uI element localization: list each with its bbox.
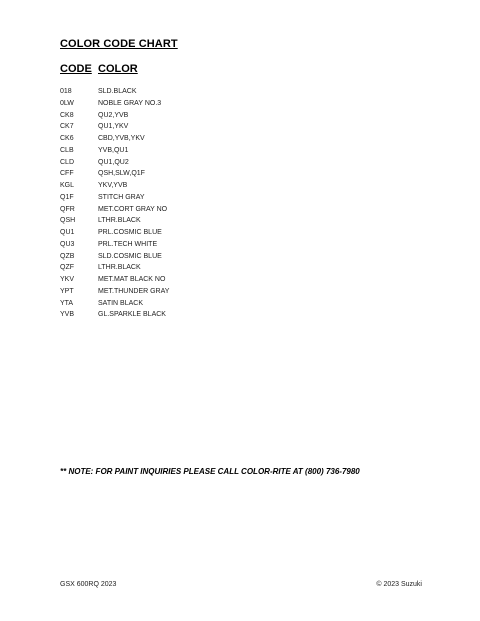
code-cell: YKV (60, 276, 75, 283)
code-cell: CK7 (60, 123, 74, 131)
color-cell: LTHR.BLACK (98, 264, 141, 272)
color-cell: NOBLE GRAY NO.3 (98, 99, 162, 107)
color-cell: MET.CORT GRAY NO (98, 205, 168, 213)
color-cell: SLD.COSMIC BLUE (98, 252, 162, 260)
model-footer: GSX 600RQ 2023 (60, 581, 117, 588)
code-cell: 018 (60, 88, 72, 95)
color-cell: QSH,SLW,Q1F (98, 170, 145, 178)
copyright-footer: © 2023 Suzuki (376, 581, 422, 588)
code-cell: QU3 (60, 240, 75, 248)
code-cell: CFF (60, 170, 74, 178)
code-cell: QZB (60, 252, 75, 260)
code-cell: QSH (60, 217, 76, 225)
color-cell: PRL.TECH WHITE (98, 240, 158, 248)
code-cell: CK6 (60, 135, 74, 142)
color-cell: SATIN BLACK (98, 299, 143, 307)
color-cell: YKV,YVB (98, 182, 128, 189)
code-cell: YPT (60, 287, 74, 295)
color-cell: PRL.COSMIC BLUE (98, 229, 162, 236)
code-cell: KGL (60, 182, 75, 189)
color-column-header: COLOR (98, 63, 138, 75)
color-cell: QU1,YKV (98, 123, 129, 131)
page-title: COLOR CODE CHART (60, 38, 178, 50)
code-cell: YVB (60, 311, 75, 319)
color-cell: SLD.BLACK (98, 88, 137, 95)
color-cell: YVB,QU1 (98, 146, 129, 154)
code-cell: CLB (60, 146, 74, 154)
code-cell: QFR (60, 205, 75, 213)
code-cell: QU1 (60, 229, 75, 236)
color-cell: MET.MAT BLACK NO (98, 276, 166, 283)
color-cell: GL.SPARKLE BLACK (98, 311, 166, 319)
code-cell: Q1F (60, 193, 74, 201)
color-cell: MET.THUNDER GRAY (98, 287, 170, 295)
color-cell: CBD,YVB,YKV (98, 135, 145, 142)
code-cell: 0LW (60, 99, 74, 107)
color-cell: STITCH GRAY (98, 193, 145, 201)
code-cell: CLD (60, 158, 75, 166)
code-column-header: CODE (60, 63, 92, 75)
paint-inquiry-note: ** NOTE: FOR PAINT INQUIRIES PLEASE CALL COLOR-RITE AT (800) 736-7980 (60, 467, 360, 476)
color-cell: QU1,QU2 (98, 158, 129, 166)
code-cell: QZF (60, 264, 74, 272)
code-cell: YTA (60, 299, 74, 307)
color-cell: QU2,YVB (98, 111, 129, 119)
code-cell: CK8 (60, 111, 74, 119)
color-cell: LTHR.BLACK (98, 217, 141, 225)
